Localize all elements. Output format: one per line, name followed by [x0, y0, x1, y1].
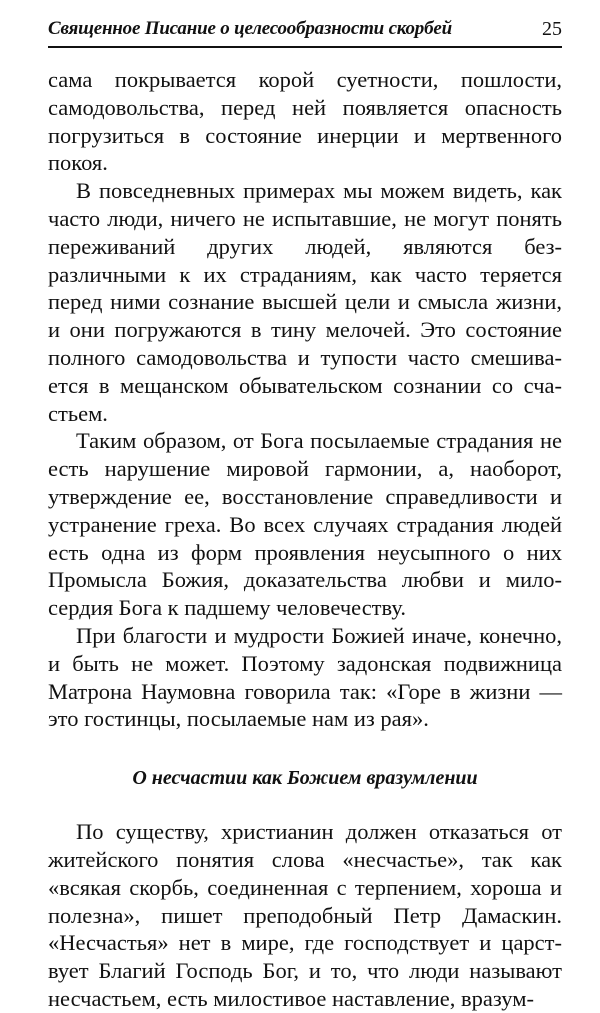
paragraph-3: Таким образом, от Бога посылаемые страдания не есть нарушение мировой гармонии, а, наоборот, утверждение ее, восстановление справедливости и устранение греха. Во всех случаях страдания людей есть одна из форм проявления неусыпного о них Промысла Божия, доказательства любви и милосердия Бога к падшему человечеству. [48, 428, 562, 621]
page-number: 25 [542, 18, 562, 40]
paragraph-1: сама покрывается корой суетности, пошлости, самодовольства, перед ней появляется опасность погрузиться в состояние инерции и мертвенного покоя. [48, 67, 562, 176]
paragraph-5: По существу, христианин должен отказаться от житейского понятия слова «несчастье», так как «всякая скорбь, соединенная с терпением, хороша и полезна», пишет преподобный Петр Дамаскин. «Несчастья» нет в мире, где господствует и царствует Благий Господь Бог, и то, что люди называют несчастьем, есть милостивое наставление, вразум- [48, 819, 562, 1011]
main-text [48, 66, 562, 1013]
section-heading: О несчастии как Божием вразумлении [132, 767, 478, 790]
running-title: Священное Писание о целесообразности скорбей [48, 18, 452, 39]
paragraph-2: В повседневных примерах мы можем видеть, как часто люди, ничего не испытавшие, не могут понять переживаний других людей, являются безразличными к их страданиям, как часто теряется перед ними сознание высшей цели и смысла жизни, и они погружаются в тину мелочей. Это состояние полного самодовольства и тупости часто смешивается в мещанском обывательском сознании со счастьем. [48, 178, 562, 426]
paragraph-4: При благости и мудрости Божией иначе, конечно, и быть не может. Поэтому задонская подвижница Матрона Наумовна говорила так: «Горе в жизни — это гостинцы, посылаемые нам из рая». [48, 622, 562, 732]
header-rule [48, 46, 562, 48]
running-head [48, 14, 562, 44]
